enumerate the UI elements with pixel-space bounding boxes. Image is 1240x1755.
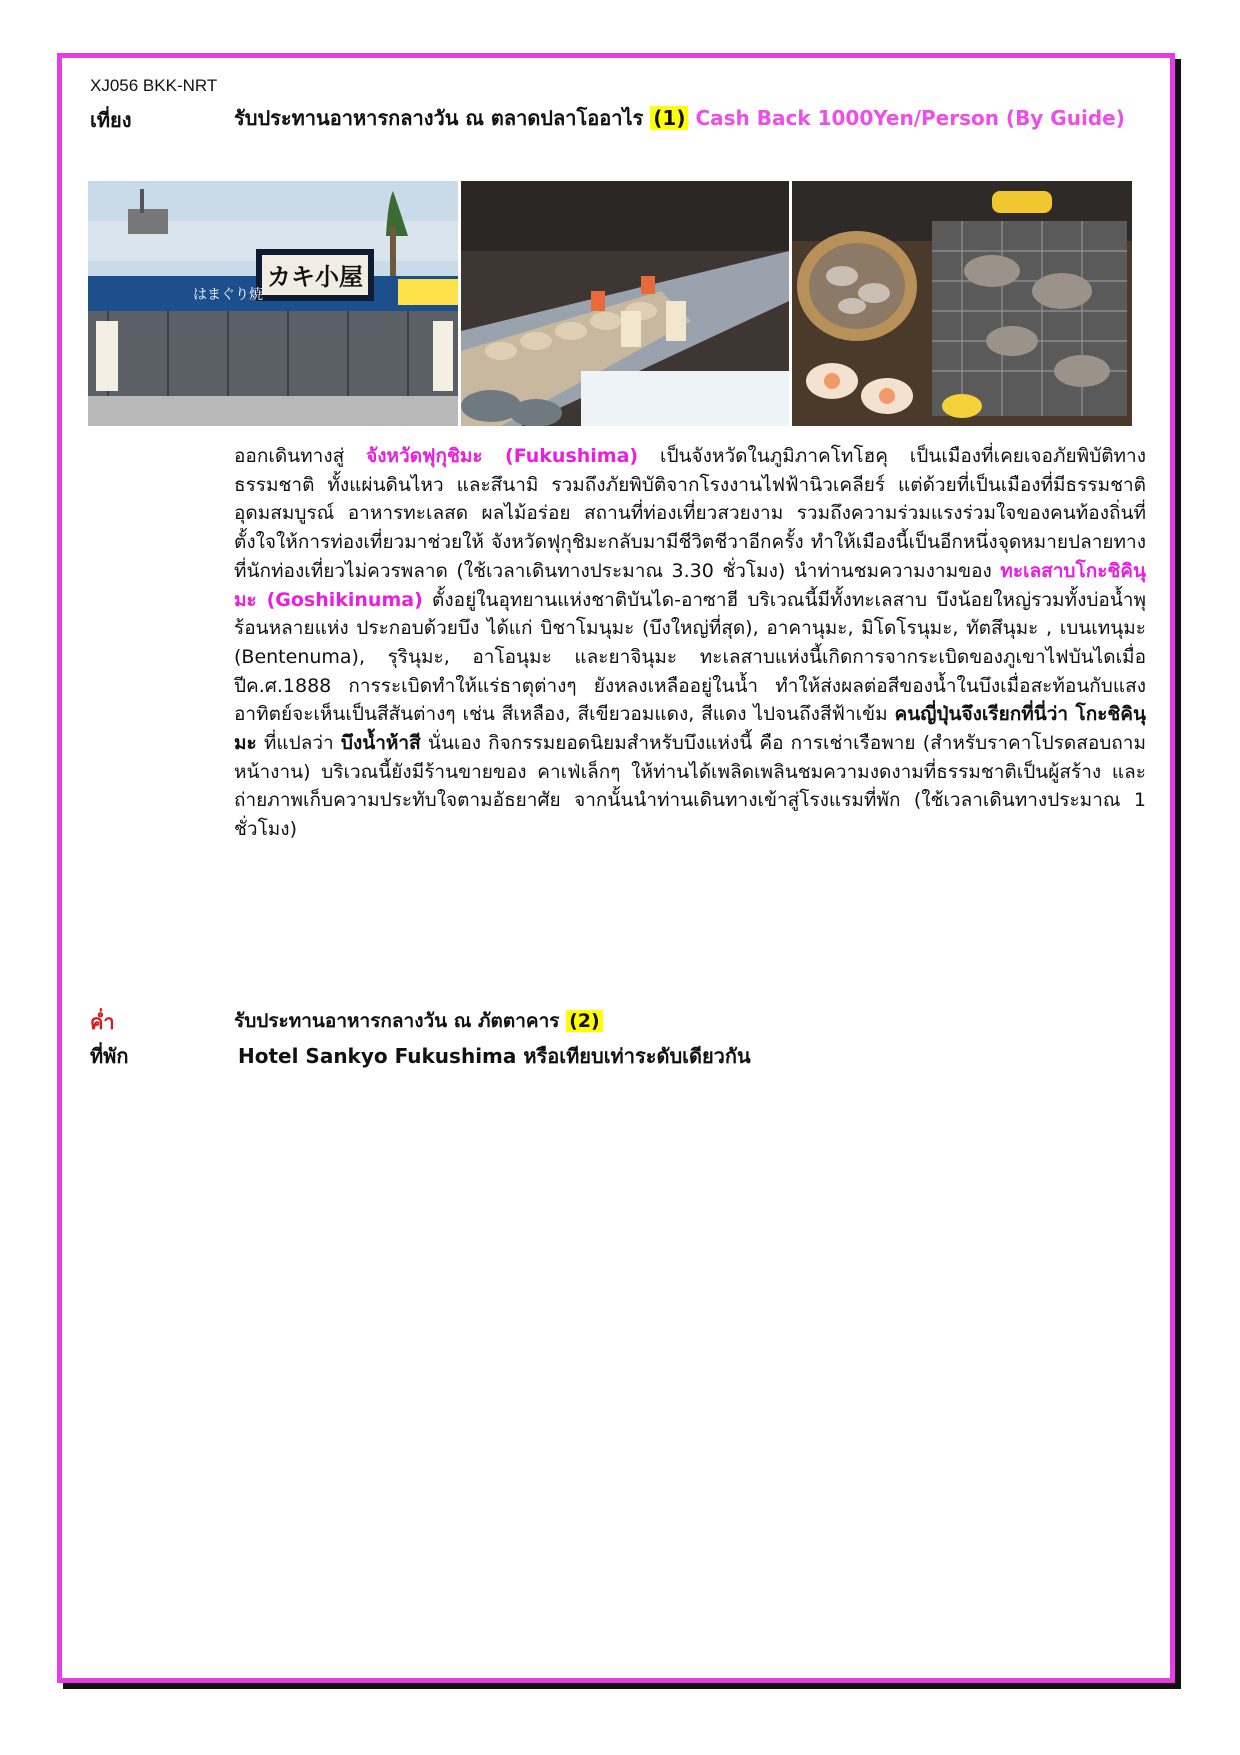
hotel-description [238,1040,751,1072]
fukushima-highlight: จังหวัดฟุกุชิมะ (Fukushima) [366,445,639,467]
hotel-note: หรือเทียบเท่าระดับเดียวกัน [516,1044,751,1068]
restaurant-photo [88,181,458,426]
tour-description [234,442,1146,844]
fukushima-text: เป็นจังหวัดในภูมิภาคโทโฮคุ เป็นเมืองที่เคยเจอภัยพิบัติทางธรรมชาติ ทั้งแผ่นดินไหว และสึนามิ รวมถึงภัยพิบัติจากโรงงานไฟฟ้านิวเคลียร์ แต่ด้วยที่เป็นเมืองที่มีธรรมชาติอุดมสมบูรณ์ อาหารทะเลสด ผลไม้อร่อย สถานที่ท่องเที่ยวสวยงาม รวมถึงความร่วมแรงร่วมใจของคนท้องถิ่นที่ตั้งใจให้การท่องเที่ยวมาช่วยให้ จังหวัดฟุกุชิมะกลับมามีชีวิตชีวาอีกครั้ง ทำให้เมืองนี้เป็นอีกหนึ่งจุดหมายปลายทางที่นักท่องเที่ยวไม่ควรพลาด (ใช้เวลาเดินทางประมาณ 3.30 ชั่วโมง) นำท่านชมความงามของ [234,445,1146,582]
lunch-label: เที่ยง [90,108,132,132]
activities-text: นั่นเอง กิจกรรมยอดนิยมสำหรับบึงแห่งนี้ คือ การเช่าเรือพาย (สำหรับราคาโปรดสอบถามหน้างาน) บริเวณนี้ยังมีร้านขายของ คาเฟ่เล็กๆ ให้ท่านได้เพลิดเพลินชมความงดงามที่ธรรมชาติเป็นผู้สร้าง และถ่ายภาพเก็บความประทับใจตามอัธยาศัย จากนั้นนำท่านเดินทางเข้าสู่โรงแรมที่พัก (ใช้เวลาเดินทางประมาณ 1 ชั่วโมง) [234,732,1146,841]
fish-market-photo [461,181,789,426]
lunch-description [234,102,1146,135]
grilled-oysters-photo [792,181,1132,426]
goshikinuma-highlight: ทะเลสาบโกะชิคินุมะ (Goshikinuma) [234,559,1146,611]
lunch-text: รับประทานอาหารกลางวัน ณ ตลาดปลาโออาไร [234,106,644,130]
local-name-text: คนญี่ปุ่นจึงเรียกที่นี่ว่า โกะชิคินุมะ [234,703,1146,755]
cashback-text: Cash Back 1000Yen/Person (By Guide) [695,106,1125,130]
dinner-description [234,1006,603,1036]
intro-text: ออกเดินทางสู่ [234,445,367,467]
dinner-ref: (2) [566,1010,603,1032]
document-code: XJ056 BKK-NRT [90,76,218,95]
lunch-ref: (1) [650,106,688,130]
dinner-text: รับประทานอาหารกลางวัน ณ ภัตตาคาร [234,1010,560,1032]
goshikinuma-text: ตั้งอยู่ในอุทยานแห่งชาติบันได-อาซาฮี บริเวณนี้มีทั้งทะเลสาบ บึงน้อยใหญ่รวมทั้งบ่อน้ำพุร้อนหลายแห่ง ประกอบด้วยบึง ได้แก่ บิชาโมนุมะ (บึงใหญ่ที่สุด), อาคานุมะ, มิโดโรนุมะ, ทัตสึนุมะ , เบนเทนุมะ (Bentenuma), รุรินุมะ, อาโอนุมะ และยาจินุมะ ทะเลสาบแห่งนี้เกิดการจากระเบิดของภูเขาไฟบันไดเมื่อปีค.ศ.1888 การระเบิดทำให้แร่ธาตุต่างๆ ยังหลงเหลืออยู่ในน้ำ ทำให้ส่งผลต่อสีของน้ำในบึงเมื่อสะท้อนกับแสงอาทิตย์จะเห็นเป็นสีสันต่างๆ เช่น สีเหลือง, สีเขียวอมแดง, สีแดง ไปจนถึงสีฟ้าเข้ม [234,588,1146,726]
meaning-text: บึงน้ำห้าสี [340,732,421,755]
meaning-intro: ที่แปลว่า [256,732,341,755]
hotel-name: Hotel Sankyo Fukushima [238,1044,517,1068]
svg-text:はまぐり焼: はまぐり焼 [193,287,263,303]
hotel-label: ที่พัก [90,1044,129,1068]
dinner-label: ค่ำ [90,1010,115,1034]
svg-text:カキ小屋: カキ小屋 [267,263,363,291]
